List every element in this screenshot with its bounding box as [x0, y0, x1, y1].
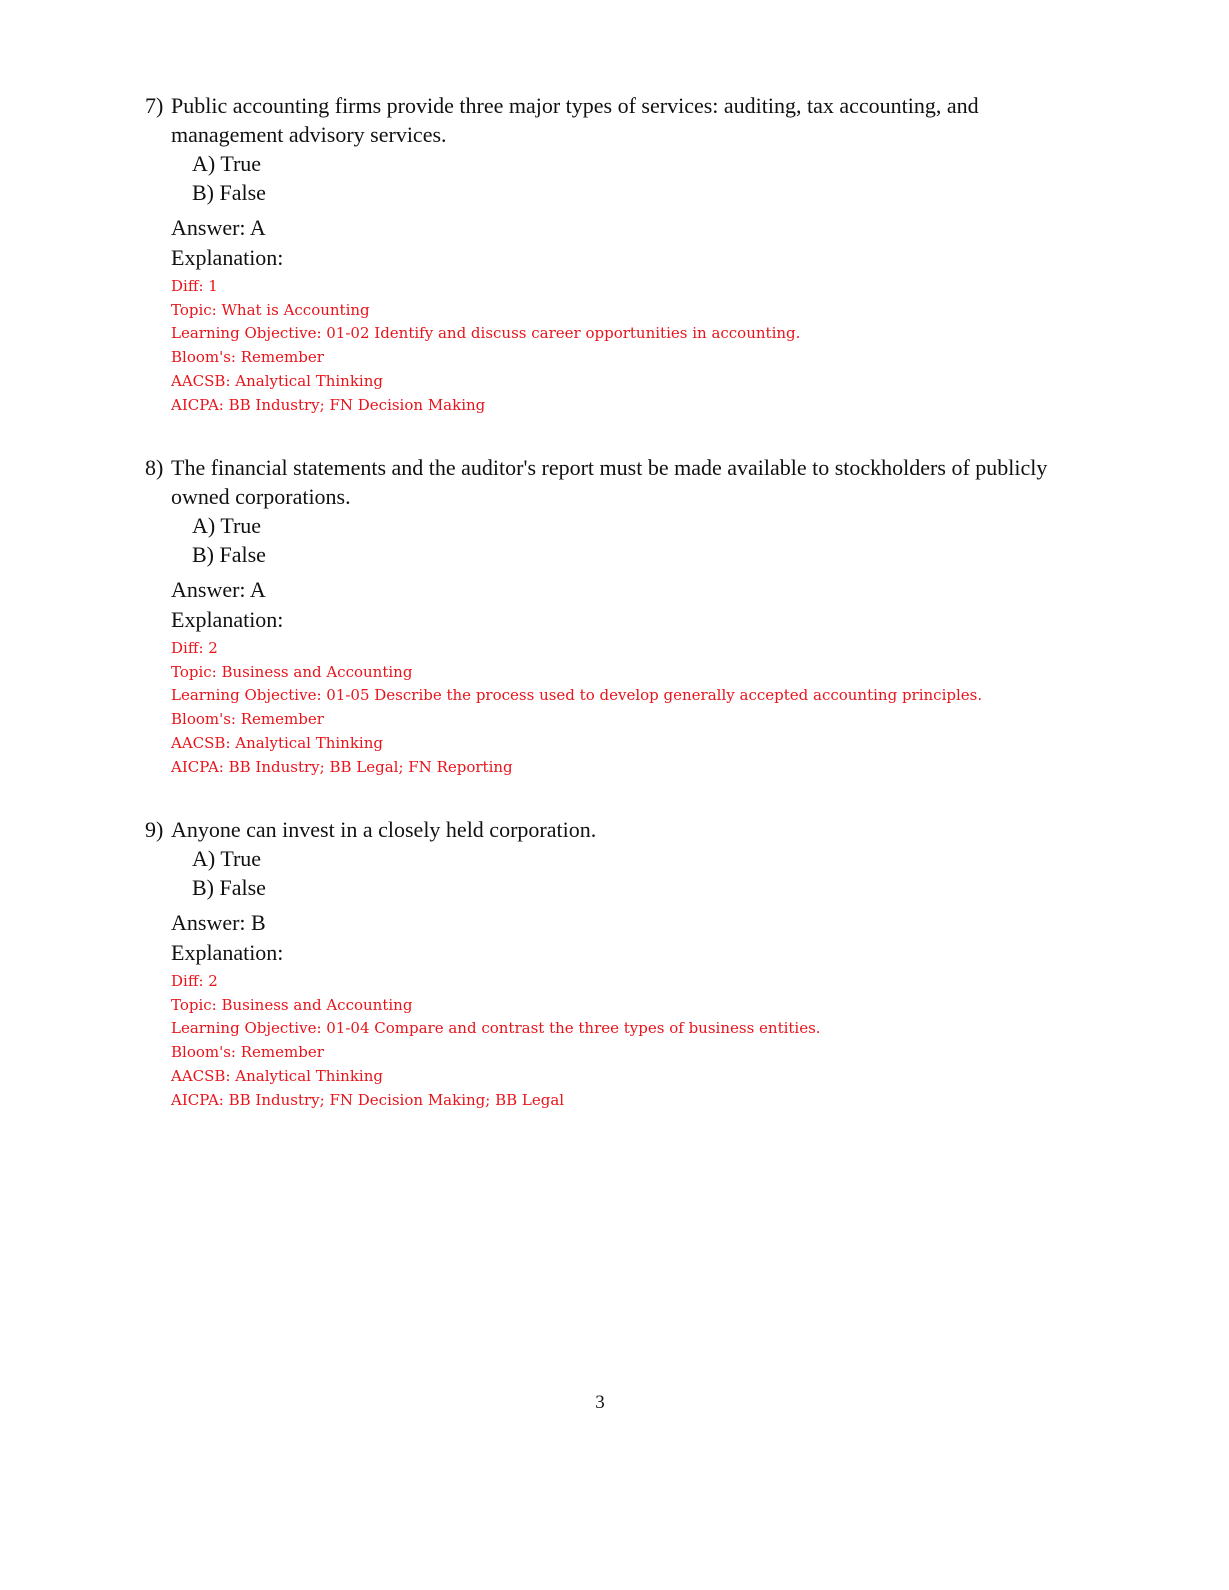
answer-line: Answer: B	[171, 910, 266, 935]
meta-diff: Diff: 2	[171, 639, 218, 657]
question-8	[145, 453, 1110, 779]
option-false: B) False	[192, 875, 266, 900]
meta-blooms: Bloom's: Remember	[171, 1043, 324, 1062]
explanation-line: Explanation:	[171, 940, 284, 965]
meta-aacsb: AACSB: Analytical Thinking	[171, 371, 383, 390]
meta-learning-objective: Learning Objective: 01-05 Describe the process used to develop generally accepted accounting principles.	[171, 686, 983, 705]
meta-aicpa: AICPA: BB Industry; FN Decision Making	[171, 395, 486, 414]
answer-options	[192, 149, 1105, 207]
question-stem	[145, 453, 1110, 511]
answer-options	[192, 511, 1110, 569]
meta-topic: Topic: What is Accounting	[171, 300, 370, 319]
meta-blooms: Bloom's: Remember	[171, 710, 324, 729]
question-text: The financial statements and the auditor's report must be made available to stockholders of publicly owned corporations.	[171, 455, 1048, 509]
meta-topic: Topic: Business and Accounting	[171, 662, 413, 681]
explanation-line: Explanation:	[171, 245, 284, 270]
question-number: 7)	[145, 93, 164, 118]
meta-learning-objective: Learning Objective: 01-04 Compare and contrast the three types of business entities.	[171, 1019, 821, 1038]
question-text: Public accounting firms provide three major types of services: auditing, tax accounting, and management advisory services.	[171, 93, 979, 147]
answer-options	[192, 844, 1105, 902]
question-stem	[145, 815, 1105, 844]
question-number: 9)	[145, 817, 164, 842]
meta-aacsb: AACSB: Analytical Thinking	[171, 1066, 383, 1085]
option-false: B) False	[192, 542, 266, 567]
option-false: B) False	[192, 180, 266, 205]
answer-line: Answer: A	[171, 577, 266, 602]
meta-topic: Topic: Business and Accounting	[171, 995, 413, 1014]
meta-aicpa: AICPA: BB Industry; BB Legal; FN Reporting	[171, 757, 513, 776]
option-true: A) True	[192, 151, 262, 176]
question-text: Anyone can invest in a closely held corporation.	[171, 817, 597, 842]
question-metadata	[171, 970, 1105, 1112]
page-number: 3	[595, 1392, 605, 1413]
question-number: 8)	[145, 455, 164, 480]
meta-learning-objective: Learning Objective: 01-02 Identify and discuss career opportunities in accounting.	[171, 324, 801, 343]
meta-diff: Diff: 1	[171, 277, 218, 295]
meta-diff: Diff: 2	[171, 972, 218, 990]
question-metadata	[171, 275, 1105, 417]
explanation-line: Explanation:	[171, 607, 284, 632]
meta-blooms: Bloom's: Remember	[171, 348, 324, 367]
meta-aacsb: AACSB: Analytical Thinking	[171, 733, 383, 752]
answer-line: Answer: A	[171, 215, 266, 240]
option-true: A) True	[192, 846, 262, 871]
meta-aicpa: AICPA: BB Industry; FN Decision Making; BB Legal	[171, 1090, 565, 1109]
question-7	[145, 91, 1105, 417]
option-true: A) True	[192, 513, 262, 538]
question-9	[145, 815, 1105, 1112]
question-metadata	[171, 637, 1110, 779]
question-stem	[145, 91, 1105, 149]
